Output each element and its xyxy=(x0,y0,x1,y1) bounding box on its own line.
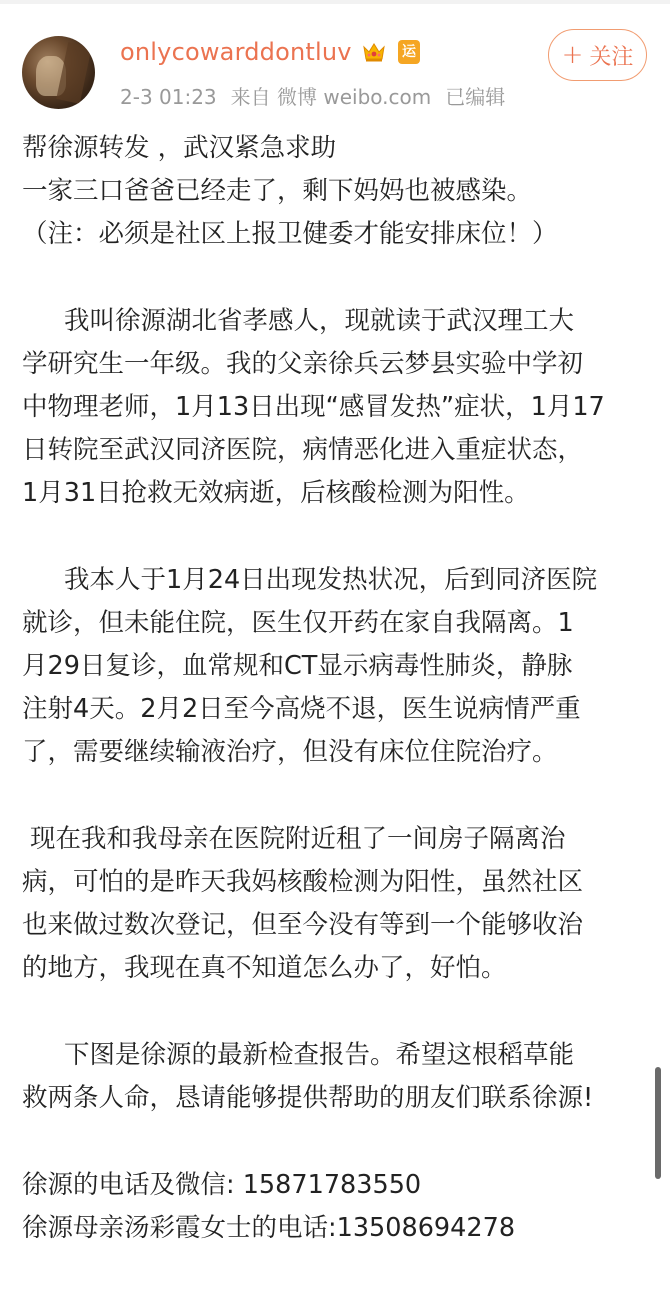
username-link[interactable]: onlycowarddontluv xyxy=(120,38,352,66)
text-line: 下图是徐源的最新检查报告。希望这根稻草能 xyxy=(64,1040,575,1070)
text-line: 我叫徐源湖北省孝感人，现就读于武汉理工大 xyxy=(64,306,575,336)
post-meta xyxy=(120,81,519,110)
text-line: 日转院至武汉同济医院，病情恶化进入重症状态， xyxy=(22,435,584,465)
post-header xyxy=(0,0,670,120)
post-source[interactable]: 来自 微博 weibo.com xyxy=(230,85,432,109)
contact-line: 徐源的电话及微信: 15871783550 xyxy=(22,1170,422,1200)
text-line: 1月31日抢救无效病逝，后核酸检测为阳性。 xyxy=(22,478,530,508)
text-line: 我本人于1月24日出现发热状况，后到同济医院 xyxy=(64,565,598,595)
text-line: 月29日复诊，血常规和CT显示病毒性肺炎，静脉 xyxy=(22,651,573,681)
user-avatar[interactable] xyxy=(22,36,95,109)
text-line: 学研究生一年级。我的父亲徐兵云梦县实验中学初 xyxy=(22,349,584,379)
text-line: 了，需要继续输液治疗，但没有床位住院治疗。 xyxy=(22,737,558,767)
text-line: 救两条人命，恳请能够提供帮助的朋友们联系徐源! xyxy=(22,1083,594,1113)
follow-label: 关注 xyxy=(589,44,634,70)
text-line: 的地方，我现在真不知道怎么办了，好怕。 xyxy=(22,953,507,983)
scrollbar[interactable] xyxy=(655,1067,661,1179)
post-body xyxy=(22,127,662,1250)
text-line: 帮徐源转发 ，武汉紧急求助 xyxy=(22,133,337,163)
text-line: 病，可怕的是昨天我妈核酸检测为阳性，虽然社区 xyxy=(22,867,584,897)
text-line: 注射4天。2月2日至今高烧不退，医生说病情严重 xyxy=(22,694,581,724)
text-line: 现在我和我母亲在医院附近租了一间房子隔离治 xyxy=(30,824,566,854)
text-line: 一家三口爸爸已经走了，剩下妈妈也被感染。 xyxy=(22,176,533,206)
text-line: 中物理老师，1月13日出现“感冒发热”症状，1月17 xyxy=(22,392,605,422)
text-line: （注：必须是社区上报卫健委才能安排床位！） xyxy=(22,219,558,249)
post-time: 2-3 01:23 xyxy=(120,85,217,109)
text-line: 也来做过数次登记，但至今没有等到一个能够收治 xyxy=(22,910,584,940)
text-line: 就诊，但未能住院，医生仅开药在家自我隔离。1 xyxy=(22,608,574,638)
edited-label[interactable]: 已编辑 xyxy=(445,85,506,109)
contact-line: 徐源母亲汤彩霞女士的电话:13508694278 xyxy=(22,1213,516,1243)
follow-button[interactable] xyxy=(548,29,647,81)
crown-icon[interactable] xyxy=(362,40,386,64)
yun-badge-icon[interactable]: 运 xyxy=(398,40,420,64)
plus-icon: + xyxy=(561,40,584,70)
